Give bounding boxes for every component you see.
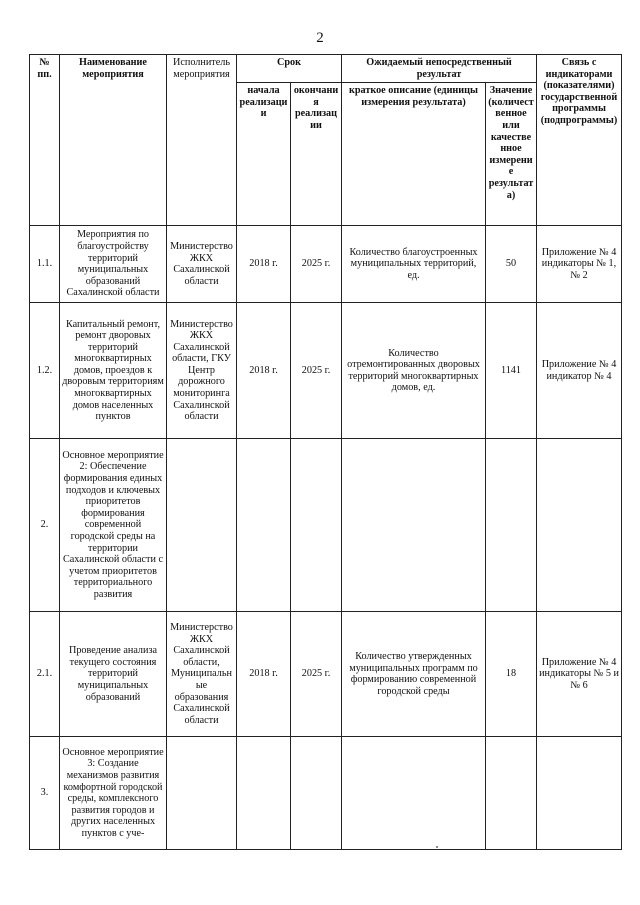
row-link: [537, 439, 622, 612]
header-result-desc: краткое описание (единицы измерения результата): [342, 83, 486, 226]
row-executor: Министерство ЖКХ Сахалинской области, ГКУ Центр дорожного мониторинга Сахалинской области: [167, 303, 237, 439]
header-period: Срок: [237, 55, 342, 83]
row-start: [237, 439, 291, 612]
table-row: [30, 303, 622, 439]
row-value: [486, 439, 537, 612]
row-executor: [167, 737, 237, 850]
scan-speck: [436, 846, 438, 848]
row-start: 2018 г.: [237, 303, 291, 439]
row-value: [486, 737, 537, 850]
row-start: 2018 г.: [237, 226, 291, 303]
row-desc: Количество отремонтированных дворовых территорий многоквартирных домов, ед.: [342, 303, 486, 439]
row-num: 1.1.: [30, 226, 60, 303]
row-value: 18: [486, 612, 537, 737]
row-name: Мероприятия по благоустройству территорий муниципальных образований Сахалинской области: [60, 226, 167, 303]
row-link: [537, 737, 622, 850]
row-value: 50: [486, 226, 537, 303]
row-name: Основное мероприятие 2: Обеспечение формирования единых подходов и ключевых приоритетов формирования современной городской среды на территории Сахалинской области с учетом приоритетов территориального развития: [60, 439, 167, 612]
header-link: Связь с индикаторами (показателями) государственной программы (подпрограммы): [537, 55, 622, 226]
row-start: [237, 737, 291, 850]
table-row: [30, 612, 622, 737]
header-name: Наименование мероприятия: [60, 55, 167, 226]
header-row: [30, 55, 622, 83]
row-num: 3.: [30, 737, 60, 850]
row-end: 2025 г.: [291, 303, 342, 439]
row-link: Приложение № 4 индикатор № 4: [537, 303, 622, 439]
row-name: Капитальный ремонт, ремонт дворовых территорий многоквартирных домов, проездов к дворовым территориям многоквартирных домов населенных пунктов: [60, 303, 167, 439]
table-row: [30, 737, 622, 850]
row-executor: Министерство ЖКХ Сахалинской области, Муниципальные образования Сахалинской области: [167, 612, 237, 737]
row-value: 1141: [486, 303, 537, 439]
row-num: 1.2.: [30, 303, 60, 439]
header-result-value: Значение (количественное или качественное измерение результата): [486, 83, 537, 226]
row-desc: [342, 737, 486, 850]
header-executor: Исполнитель мероприятия: [167, 55, 237, 226]
row-start: 2018 г.: [237, 612, 291, 737]
header-end: окончания реализации: [291, 83, 342, 226]
row-end: 2025 г.: [291, 612, 342, 737]
row-executor: Министерство ЖКХ Сахалинской области: [167, 226, 237, 303]
row-name: Проведение анализа текущего состояния территорий муниципальных образований: [60, 612, 167, 737]
table-row: [30, 439, 622, 612]
header-num: № пп.: [30, 55, 60, 226]
page-number: 2: [316, 30, 324, 46]
measures-table: [29, 54, 622, 850]
row-name: Основное мероприятие 3: Создание механизмов развития комфортной городской среды, комплексного развития городов и других населенных пунктов с уче-: [60, 737, 167, 850]
header-start: начала реализации: [237, 83, 291, 226]
row-executor: [167, 439, 237, 612]
header-result: Ожидаемый непосредственный результат: [342, 55, 537, 83]
row-link: Приложение № 4 индикаторы № 5 и № 6: [537, 612, 622, 737]
row-num: 2.: [30, 439, 60, 612]
row-end: [291, 737, 342, 850]
row-num: 2.1.: [30, 612, 60, 737]
row-desc: Количество утвержденных муниципальных программ по формированию современной городской среды: [342, 612, 486, 737]
row-end: [291, 439, 342, 612]
row-desc: [342, 439, 486, 612]
row-desc: Количество благоустроенных муниципальных территорий, ед.: [342, 226, 486, 303]
row-link: Приложение № 4 индикаторы № 1, № 2: [537, 226, 622, 303]
row-end: 2025 г.: [291, 226, 342, 303]
table-row: [30, 226, 622, 303]
